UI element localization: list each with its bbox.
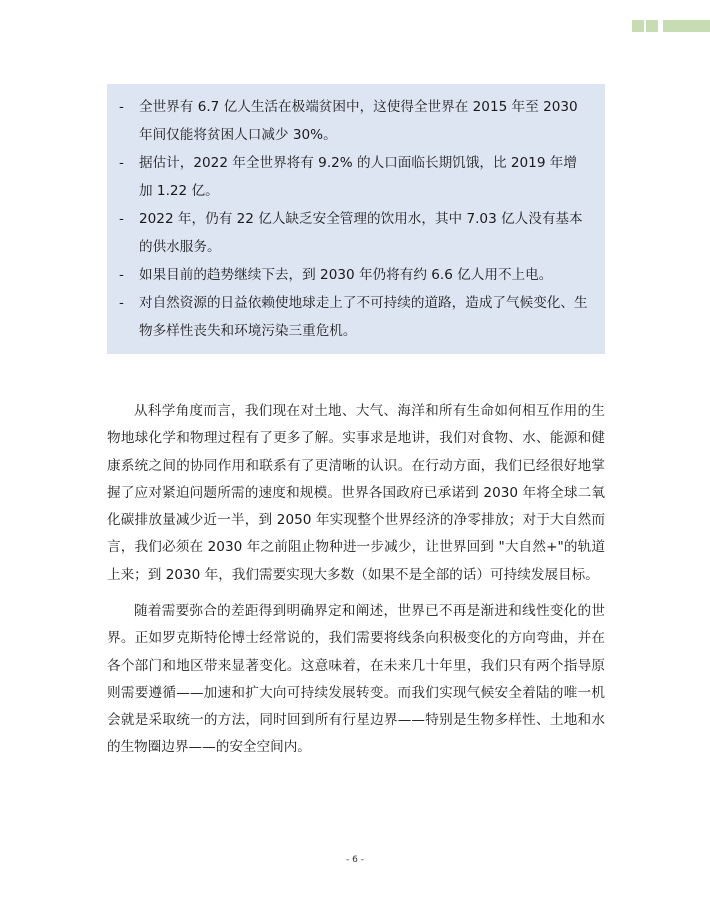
body-paragraph: 从科学角度而言，我们现在对土地、大气、海洋和所有生命如何相互作用的生物地球化学和物理过程有了更多了解。实事求是地讲，我们对食物、水、能源和健康系统之间的协同作用和联系有了更清晰的认识。在行动方面，我们已经很好地掌握了应对紧迫问题所需的速度和规模。世界各国政府已承诺到 2030 年将全球二氧化碳排放量减少近一半，到 2050 年实现整个世界经济的净零排放；对于大自然而言，我们必须在 2030 年之前阻止物种进一步减少，让世界回到 "大自然+"的轨道上来；到 2030 年，我们需要实现大多数（如果不是全部的话）可持续发展目标。 [107,403,605,583]
bullet-dash: - [119,267,124,283]
list-item-text: 对自然资源的日益依赖使地球走上了不可持续的道路，造成了气候变化、生物多样性丧失和环境污染三重危机。 [139,295,588,339]
page-number: - 6 - [346,855,364,865]
body-paragraph: 随着需要弥合的差距得到明确界定和阐述，世界已不再是渐进和线性变化的世界。正如罗克斯特伦博士经常说的，我们需要将线条向积极变化的方向弯曲，并在各个部门和地区带来显著变化。这意味着，在未来几十年里，我们只有两个指导原则需要遵循——加速和扩大向可持续发展转变。而我们实现气候安全着陆的唯一机会就是采取统一的方法，同时回到所有行星边界——特别是生物多样性、土地和水的生物圈边界——的安全空间内。 [107,603,605,756]
list-item [107,149,605,205]
list-item [107,261,605,289]
bullet-dash: - [119,211,124,227]
list-item-text: 据估计，2022 年全世界将有 9.2% 的人口面临长期饥饿，比 2019 年增加 1.22 亿。 [139,155,577,199]
list-item-text: 2022 年，仍有 22 亿人缺乏安全管理的饮用水，其中 7.03 亿人没有基本的供水服务。 [139,211,583,255]
bullet-dash: - [119,155,124,171]
list-item-text: 如果目前的趋势继续下去，到 2030 年仍将有约 6.6 亿人用不上电。 [139,267,553,283]
bullet-dash: - [119,99,124,115]
list-item-text: 全世界有 6.7 亿人生活在极端贫困中，这使得全世界在 2015 年至 2030 年间仅能将贫困人口减少 30%。 [139,99,578,143]
list-item [107,289,605,345]
key-facts-list [107,93,605,345]
bullet-dash: - [119,295,124,311]
key-facts-box [107,84,605,354]
header-decoration-square [646,20,658,32]
header-decoration-square [632,20,644,32]
list-item [107,93,605,149]
list-item [107,205,605,261]
header-decoration-bar [663,20,710,32]
